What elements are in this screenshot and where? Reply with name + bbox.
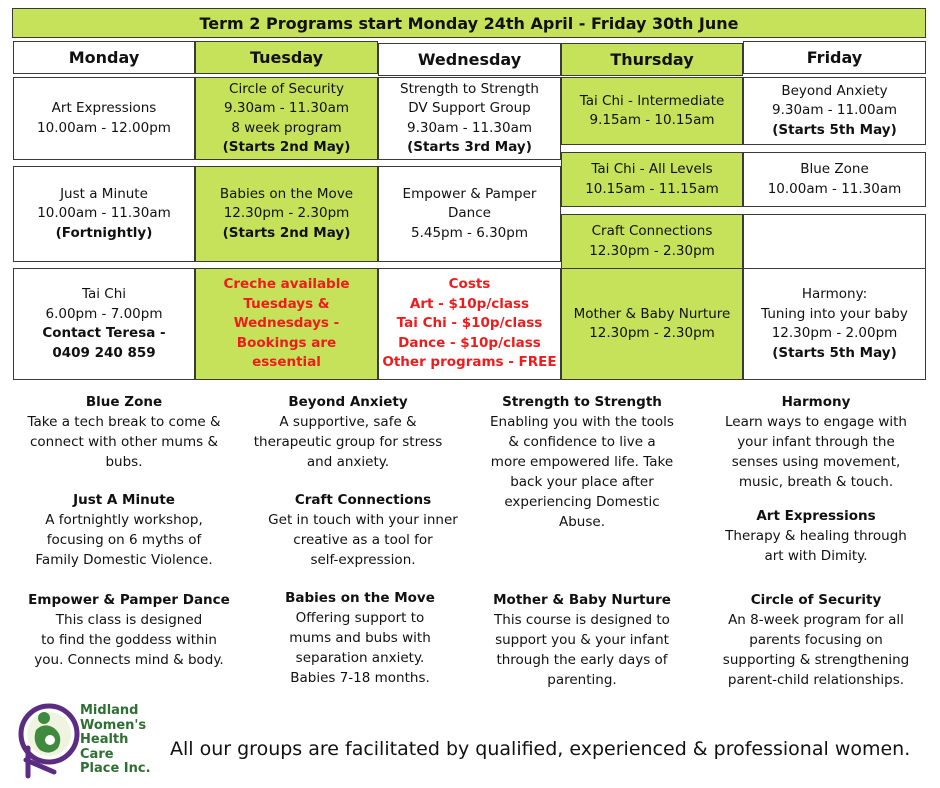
desc-title: Empower & Pamper Dance (28, 592, 230, 608)
cell-start: (Starts 3rd May) (407, 139, 532, 155)
cell-costs (378, 268, 561, 380)
desc-title: Circle of Security (750, 592, 882, 608)
header-thursday (561, 43, 743, 76)
desc-line: Learn ways to engage with (724, 414, 907, 430)
desc-line: parents focusing on (749, 632, 883, 648)
header-monday (13, 41, 195, 74)
cell-title: Blue Zone (800, 161, 869, 177)
cell-phone: 0409 240 859 (52, 344, 156, 361)
desc-line: you. Connects mind & body. (34, 652, 224, 668)
cell-title: Art Expressions (51, 100, 157, 116)
desc-line: parent-child relationships. (727, 672, 905, 688)
cell-note: 8 week program (231, 119, 342, 136)
desc-line: & confidence to live a (508, 434, 656, 450)
cell-title: Tai Chi - All Levels (591, 161, 713, 177)
cell-time: 12.30pm - 2.30pm (223, 205, 350, 222)
cell-empty-friday (743, 214, 926, 269)
header-wednesday-label: Wednesday (417, 49, 522, 69)
desc-line: supporting & strengthening (722, 652, 910, 668)
cost-line: Dance - $10p/class (398, 334, 541, 351)
logo-text (80, 704, 151, 777)
cell-start: (Starts 5th May) (772, 121, 897, 138)
header-friday (743, 41, 926, 74)
desc-line: art with Dimity. (764, 548, 868, 564)
desc-line: Enabling you with the tools (490, 414, 674, 430)
cell-harmony (743, 268, 926, 380)
cell-empower-pamper (378, 166, 561, 262)
cell-time: 10.00am - 11.30am (37, 205, 171, 222)
desc-just-a-minute (14, 490, 234, 570)
desc-line: Take a tech break to come & (27, 414, 221, 430)
desc-line: creative as a tool for (293, 532, 433, 548)
logo-line: Midland (80, 703, 139, 718)
venus-symbol-icon (18, 700, 80, 780)
cell-art-expressions (13, 77, 195, 160)
organisation-logo (18, 700, 158, 780)
desc-line: bubs. (105, 454, 143, 470)
desc-art (706, 506, 926, 566)
cell-babies-on-the-move (195, 166, 378, 262)
cell-blue-zone (743, 152, 926, 207)
desc-title: Babies on the Move (285, 590, 435, 606)
cell-title: Beyond Anxiety (781, 82, 888, 99)
cell-craft-connections (561, 214, 743, 269)
creche-line: Bookings are (236, 334, 337, 351)
cell-title: Empower & Pamper (402, 185, 537, 202)
creche-line: essential (252, 354, 321, 371)
desc-line: connect with other mums & (29, 434, 218, 450)
desc-line: An 8-week program for all (728, 612, 904, 628)
cell-strength-to-strength (378, 77, 561, 160)
desc-line: separation anxiety. (295, 650, 425, 666)
cell-circle-of-security (195, 77, 378, 160)
desc-line: Babies 7-18 months. (290, 670, 430, 686)
cell-title: Tai Chi - Intermediate (579, 92, 725, 109)
cell-tai-chi-intermediate (561, 77, 743, 145)
creche-line: Tuesdays & (243, 295, 330, 312)
cost-line: Tai Chi - $10p/class (396, 315, 543, 332)
header-wednesday (378, 43, 561, 76)
desc-harmony (706, 392, 926, 492)
desc-line: music, breath & touch. (738, 474, 894, 490)
desc-line: your infant through the (737, 434, 895, 450)
desc-line: mums and bubs with (289, 630, 431, 646)
desc-line: A supportive, safe & (279, 414, 417, 430)
logo-line: Women's (80, 717, 147, 733)
cell-title-2: Dance (448, 205, 491, 222)
desc-line: This course is designed to (494, 612, 670, 628)
desc-title: Mother & Baby Nurture (493, 592, 671, 608)
desc-title: Beyond Anxiety (288, 394, 408, 410)
logo-line: Health (80, 732, 129, 747)
desc-strength (476, 392, 688, 532)
cell-start: (Starts 5th May) (772, 344, 897, 361)
cell-time: 9.30am - 11.30am (223, 100, 349, 116)
desc-babies (254, 588, 466, 688)
cell-title: Circle of Security (229, 80, 344, 97)
desc-line: Family Domestic Violence. (35, 552, 213, 568)
desc-line: Therapy & healing through (725, 528, 907, 544)
desc-blue-zone (14, 392, 234, 472)
desc-line: A fortnightly workshop, (45, 512, 203, 528)
cell-note: (Fortnightly) (55, 224, 153, 241)
desc-line: and anxiety. (306, 454, 390, 470)
desc-line: senses using movement, (731, 454, 901, 470)
cell-just-a-minute (13, 166, 195, 262)
cell-tai-chi-monday (13, 268, 195, 380)
desc-line: back your place after (510, 474, 654, 490)
desc-title: Just A Minute (73, 492, 175, 508)
cell-time: 12.30pm - 2.30pm (589, 242, 715, 259)
cell-title: Harmony: (801, 286, 868, 302)
cell-start: (Starts 2nd May) (222, 224, 351, 241)
desc-line: Abuse. (559, 514, 605, 530)
header-friday-label: Friday (806, 47, 863, 67)
cell-time: 5.45pm - 6.30pm (410, 224, 528, 241)
cost-line: Other programs - FREE (382, 354, 557, 371)
creche-line: Creche available (223, 276, 350, 293)
cell-time: 10.00am - 11.30am (767, 180, 902, 197)
cell-tai-chi-all-levels (561, 152, 743, 207)
cell-contact: Contact Teresa - (42, 325, 166, 341)
cell-start: (Starts 2nd May) (222, 139, 351, 155)
logo-line: Care (80, 746, 114, 762)
header-monday-label: Monday (68, 47, 140, 67)
cell-time: 10.15am - 11.15am (585, 180, 719, 197)
cell-title: Tai Chi (81, 286, 127, 302)
desc-line: Offering support to (295, 610, 425, 626)
desc-line: experiencing Domestic (504, 494, 660, 510)
cell-title: Just a Minute (60, 185, 148, 202)
costs-title: Costs (448, 276, 491, 293)
header-tuesday-label: Tuesday (249, 47, 324, 67)
cell-title: Craft Connections (591, 223, 713, 239)
cell-subtitle: Tuning into your baby (761, 305, 908, 322)
desc-line: focusing on 6 myths of (46, 532, 202, 548)
cell-time: 9.30am - 11.00am (771, 102, 897, 119)
cell-time: 10.00am - 12.00pm (37, 119, 171, 136)
desc-line: therapeutic group for stress (253, 434, 443, 450)
cost-line: Art - $10p/class (409, 295, 530, 312)
cell-time: 12.30pm - 2.30pm (589, 325, 715, 341)
term-banner-text: Term 2 Programs start Monday 24th April - Friday 30th June (199, 13, 739, 33)
desc-craft (252, 490, 474, 570)
desc-line: through the early days of (496, 652, 668, 668)
logo-line: Place Inc. (80, 761, 151, 776)
desc-line: This class is designed (55, 612, 203, 628)
cell-title: Babies on the Move (219, 185, 354, 202)
cell-time: 12.30pm - 2.00pm (771, 325, 898, 341)
cell-title: Strength to Strength (400, 80, 539, 97)
cell-subtitle: DV Support Group (408, 100, 531, 116)
cell-title: Mother & Baby Nurture (573, 305, 731, 322)
desc-line: Get in touch with your inner (268, 512, 458, 528)
cell-time: 9.15am - 10.15am (589, 112, 715, 128)
cell-creche (195, 268, 378, 380)
desc-line: more empowered life. Take (490, 454, 674, 470)
cell-mother-baby-nurture (561, 268, 743, 380)
header-thursday-label: Thursday (610, 49, 694, 69)
desc-line: parenting. (547, 672, 617, 688)
desc-title: Blue Zone (85, 394, 163, 410)
desc-line: to find the goddess within (41, 632, 217, 648)
cell-beyond-anxiety (743, 77, 926, 145)
desc-title: Art Expressions (756, 508, 876, 524)
desc-empower (14, 590, 244, 670)
footer-statement: All our groups are facilitated by qualified, experienced & professional women. (170, 738, 911, 760)
cell-time: 6.00pm - 7.00pm (45, 305, 163, 322)
desc-beyond-anxiety (242, 392, 454, 472)
desc-line: self-expression. (310, 552, 416, 568)
creche-line: Wednesdays - (233, 315, 340, 332)
desc-title: Craft Connections (294, 492, 432, 508)
desc-circle (706, 590, 926, 690)
desc-nurture (476, 590, 688, 690)
header-tuesday (195, 41, 378, 74)
desc-title: Harmony (781, 394, 851, 410)
desc-line: support you & your infant (495, 632, 669, 648)
desc-title: Strength to Strength (502, 394, 662, 410)
term-banner (12, 8, 926, 38)
cell-time: 9.30am - 11.30am (406, 119, 532, 136)
